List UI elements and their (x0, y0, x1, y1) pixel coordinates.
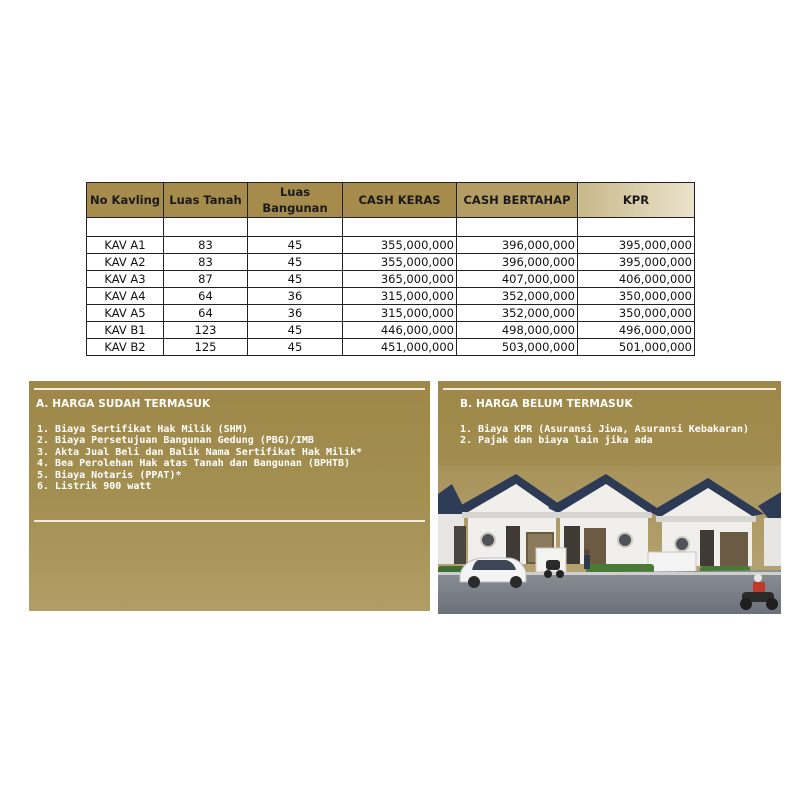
kpr-cell: 406,000,000 (578, 271, 695, 288)
kavling-cell: KAV A3 (87, 271, 164, 288)
cash-keras-cell: 365,000,000 (343, 271, 457, 288)
list-item: 1. Biaya Sertifikat Hak Milik (SHM) (37, 424, 248, 435)
header-cash-bertahap: CASH BERTAHAP (457, 183, 578, 218)
luas-bangunan-cell: 45 (248, 339, 343, 356)
luas-tanah-cell: 83 (164, 237, 248, 254)
empty-cell (87, 218, 164, 237)
cash-keras-cell: 315,000,000 (343, 305, 457, 322)
cash-bertahap-cell: 503,000,000 (457, 339, 578, 356)
price-table (86, 182, 695, 356)
panel-bottom-divider (34, 520, 425, 522)
cash-keras-cell: 355,000,000 (343, 237, 457, 254)
kpr-cell: 496,000,000 (578, 322, 695, 339)
luas-bangunan-cell: 45 (248, 237, 343, 254)
luas-bangunan-cell: 36 (248, 305, 343, 322)
table-row (87, 254, 695, 271)
table-header-row (87, 183, 695, 218)
luas-tanah-cell: 83 (164, 254, 248, 271)
excluded-costs-title: B. HARGA BELUM TERMASUK (460, 398, 633, 410)
included-costs-title: A. HARGA SUDAH TERMASUK (36, 398, 211, 410)
luas-bangunan-cell: 45 (248, 254, 343, 271)
list-item: 6. Listrik 900 watt (37, 481, 152, 493)
table-spacer-row (87, 218, 695, 237)
empty-cell (248, 218, 343, 237)
cash-keras-cell: 355,000,000 (343, 254, 457, 271)
included-costs-panel (29, 381, 430, 611)
list-item: 1. Biaya KPR (Asuransi Jiwa, Asuransi Kebakaran) (460, 424, 749, 435)
header-kpr: KPR (578, 183, 695, 218)
cash-bertahap-cell: 352,000,000 (457, 288, 578, 305)
table-row (87, 288, 695, 305)
empty-cell (343, 218, 457, 237)
cash-keras-cell: 451,000,000 (343, 339, 457, 356)
table-row (87, 237, 695, 254)
panel-top-divider (34, 388, 425, 390)
luas-bangunan-cell: 45 (248, 322, 343, 339)
kavling-cell: KAV B1 (87, 322, 164, 339)
kavling-cell: KAV A1 (87, 237, 164, 254)
luas-tanah-cell: 64 (164, 288, 248, 305)
header-no-kavling: No Kavling (87, 183, 164, 218)
house-rendering-image (438, 466, 781, 614)
kpr-cell: 350,000,000 (578, 288, 695, 305)
panel-top-divider (443, 388, 776, 390)
cash-bertahap-cell: 352,000,000 (457, 305, 578, 322)
header-luas-bangunan: Luas Bangunan (248, 183, 343, 218)
kavling-cell: KAV A2 (87, 254, 164, 271)
header-cash-keras: CASH KERAS (343, 183, 457, 218)
kavling-cell: KAV B2 (87, 339, 164, 356)
table-row (87, 271, 695, 288)
kpr-cell: 350,000,000 (578, 305, 695, 322)
table-row (87, 339, 695, 356)
list-item: 5. Biaya Notaris (PPAT)* (37, 469, 182, 481)
luas-tanah-cell: 87 (164, 271, 248, 288)
cash-bertahap-cell: 396,000,000 (457, 254, 578, 271)
cash-bertahap-cell: 396,000,000 (457, 237, 578, 254)
list-item: 2. Biaya Persetujuan Bangunan Gedung (PBG)/IMB (37, 435, 314, 447)
kpr-cell: 395,000,000 (578, 254, 695, 271)
empty-cell (578, 218, 695, 237)
luas-bangunan-cell: 45 (248, 271, 343, 288)
cash-bertahap-cell: 407,000,000 (457, 271, 578, 288)
person (584, 549, 590, 569)
table-row (87, 305, 695, 322)
list-item: 2. Pajak dan biaya lain jika ada (460, 435, 653, 447)
cash-bertahap-cell: 498,000,000 (457, 322, 578, 339)
cash-keras-cell: 315,000,000 (343, 288, 457, 305)
kpr-cell: 501,000,000 (578, 339, 695, 356)
kavling-cell: KAV A4 (87, 288, 164, 305)
table-row (87, 322, 695, 339)
luas-bangunan-cell: 36 (248, 288, 343, 305)
luas-tanah-cell: 125 (164, 339, 248, 356)
empty-cell (164, 218, 248, 237)
list-item: 3. Akta Jual Beli dan Balik Nama Sertifikat Hak Milik* (37, 446, 363, 458)
excluded-costs-panel (438, 381, 781, 614)
fence (648, 552, 696, 574)
kpr-cell: 395,000,000 (578, 237, 695, 254)
luas-tanah-cell: 64 (164, 305, 248, 322)
excluded-costs-list (460, 424, 749, 447)
list-item: 4. Bea Perolehan Hak atas Tanah dan Bangunan (BPHTB) (37, 458, 351, 470)
luas-tanah-cell: 123 (164, 322, 248, 339)
included-costs-list (37, 424, 362, 492)
header-luas-tanah: Luas Tanah (164, 183, 248, 218)
empty-cell (457, 218, 578, 237)
cash-keras-cell: 446,000,000 (343, 322, 457, 339)
kavling-cell: KAV A5 (87, 305, 164, 322)
